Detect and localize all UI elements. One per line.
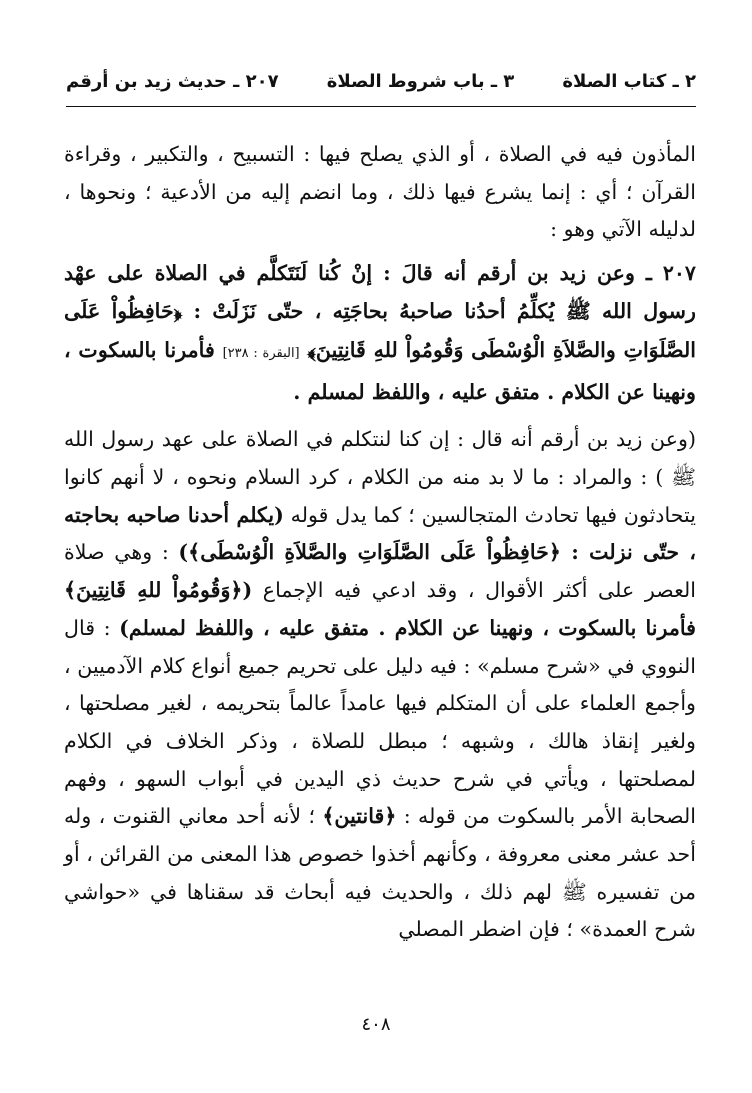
quran-reference: [البقرة : ٢٣٨] — [222, 345, 300, 361]
page-body — [64, 136, 696, 949]
header-chapter-title: ٣ ـ باب شروط الصلاة — [326, 70, 515, 92]
header-rule — [66, 106, 696, 107]
commentary-paragraph — [64, 421, 696, 949]
commentary-text: ؛ لأنه أحد معاني القنوت ، وله أحد عشر معنى معروفة ، وكأنهم أخذوا خصوص هذا المعنى من القرائن ، أو من تفسيره ﷺ لهم ذلك ، والحديث فيه أبحاث قد سقناها في «حواشي شرح العمدة» ؛ فإن اضطر المصلي — [64, 804, 696, 942]
hadith-paragraph — [64, 254, 696, 411]
page-number: ٤٠٨ — [361, 1014, 391, 1035]
hadith-text-end: فأمرنا بالسكوت ، ونهينا عن الكلام . متفق عليه ، واللفظ لمسلم . — [64, 337, 696, 404]
quoted-verse: ﴿قانتين﴾ — [322, 804, 397, 829]
commentary-text: : وهي صلاة العصر على أكثر الأقوال ، وقد ادعي فيه الإجماع — [64, 540, 697, 603]
header-hadith-title: ٢٠٧ ـ حديث زيد بن أرقم — [66, 70, 279, 92]
header-book-title: ٢ ـ كتاب الصلاة — [562, 70, 696, 92]
hadith-text: ٢٠٧ ـ وعن زيد بن أرقم أنه قالَ : إنْ كُنا لَنَتَكلَّم في الصلاة على عهْد رسول الله ﷺ يُكلِّمُ أحدُنا صاحبهُ بحاجَتِه ، حتّى نَزَلَتْ : ﴿حَافِظُواْ عَلَى الصَّلَوَاتِ والصَّلاَةِ الْوُسْطَى وَقُومُواْ للهِ قَانِتِينَ﴾ — [64, 261, 696, 362]
commentary-text: : قال النووي في «شرح مسلم» : فيه دليل على تحريم جميع أنواع كلام الآدميين ، وأجمع العلماء على أن المتكلم فيها عامداً عالماً بتحريمه ، لغير مصلحتها ، ولغير إنقاذ هالك ، وشبهه ؛ مبطل للصلاة ، وذكر الخلاف في الكلام لمصلحتها ، ويأتي في شرح حديث ذي اليدين في أبواب السهو ، وفهم الصحابة الأمر بالسكوت من قوله : — [64, 615, 696, 829]
intro-paragraph: المأذون فيه في الصلاة ، أو الذي يصلح فيها : التسبيح ، والتكبير ، وقراءة القرآن ؛ أي : إنما يشرع فيها ذلك ، وما انضم إليه من الأدعية ؛ ونحوها ، لدليله الآتي وهو : — [64, 142, 696, 242]
quoted-hadith: (يكلم أحدنا صاحبه بحاجته ، حتّى نزلت : ﴿حَافِظُواْ عَلَى الصَّلَوَاتِ والصَّلاَةِ الْوُسْطَى﴾) — [64, 502, 696, 565]
commentary-text: (وعن زيد بن أرقم أنه قال : إن كنا لنتكلم في الصلاة على عهد رسول الله ﷺ ) : والمراد : ما لا بد منه من الكلام ، كرد السلام ونحوه ، لا أنهم كانوا يتحادثون فيها تحادث المتجالسين ؛ كما يدل قوله — [64, 427, 696, 527]
running-header — [66, 64, 696, 98]
quoted-hadith: (﴿وَقُومُواْ للهِ قَانِتِينَ﴾ فأمرنا بالسكوت ، ونهينا عن الكلام . متفق عليه ، واللفظ لمسلم) — [64, 578, 696, 640]
